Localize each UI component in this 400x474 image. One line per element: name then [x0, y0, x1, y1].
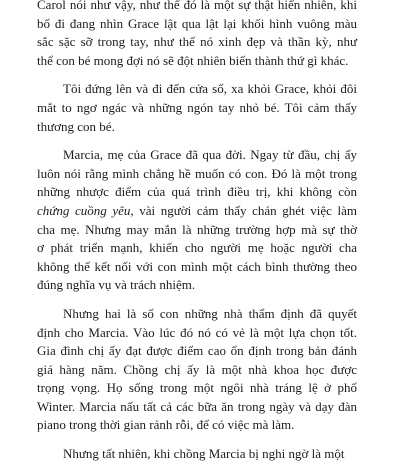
text-line: ơ phát triển mạnh, khiến cho người mẹ hoặc người cha [37, 240, 357, 256]
text-line: những nhược điểm của quá trình điều trị, khi không còn [37, 184, 357, 200]
italic-phrase: chứng cuồng yêu [37, 202, 131, 218]
text-line: piano trong thời gian rảnh rỗi, để có việc mà làm. [37, 417, 295, 433]
text-line: Tôi đứng lên và đi đến cửa sổ, xa khỏi Grace, khỏi đôi [63, 81, 357, 97]
text-line: cha mẹ. Nhưng may mắn là những trường hợp mà sự thờ [37, 221, 357, 237]
text-line: chứng cuồng yêu, vài người cảm thấy chán ghét việc làm [37, 202, 358, 218]
text-line: giá hàng năm. Chồng chị ấy là một nhà khoa học được [37, 361, 357, 377]
text-line: luôn nói rằng mình chẳng hề muốn có con. Đó là một trong [37, 165, 357, 181]
text-line: bố đi đang nhìn Grace lật qua lật lại khối hình vuông màu [37, 15, 357, 31]
paragraph [37, 80, 357, 136]
text-line: Gia đình chị ấy đạt được điểm cao ổn định trong bản đánh [37, 343, 357, 359]
text-line: Carol nói như vậy, như thể đó là một sự thật hiển nhiên, khi [37, 0, 357, 12]
text-line: đúng nghĩa vụ và trách nhiệm. [37, 277, 196, 293]
text-line: Nhưng tất nhiên, khi chồng Marcia bị nghi ngờ là một [63, 446, 345, 462]
text-line: thương con bé. [37, 118, 115, 134]
paragraph [37, 445, 357, 464]
paragraph [37, 146, 357, 295]
text-line: định cho Marcia. Vào lúc đó nó có vẻ là một lựa chọn tốt. [37, 324, 357, 340]
paragraph [37, 0, 357, 70]
text-line: sắc sặc sỡ trong tay, như thể nó xinh đẹp và thần kỳ, như [37, 34, 357, 50]
text-line: Marcia, mẹ của Grace đã qua đời. Ngay từ đầu, chị ấy [63, 147, 357, 163]
text-line: mắt to ngơ ngác và những ngón tay nhỏ bé. Tôi cảm thấy [37, 99, 357, 115]
text-line: Winter. Marcia nấu tất cả các bữa ăn trong ngày và dạy đàn [37, 398, 357, 414]
text-line: không thể kết nối với con mình một cách bình thường theo [37, 258, 357, 274]
paragraph [37, 305, 357, 435]
text-line: trọng vọng. Họ sống trong một ngôi nhà tráng lệ ở phố [37, 380, 357, 396]
text-line: Nhưng hai là số con những nhà thẩm định đã quyết [63, 305, 357, 321]
text-line: thể con bé mong đợi nó sẽ đột nhiên biến thành thứ gì khác. [37, 52, 349, 68]
page-text [37, 0, 357, 474]
